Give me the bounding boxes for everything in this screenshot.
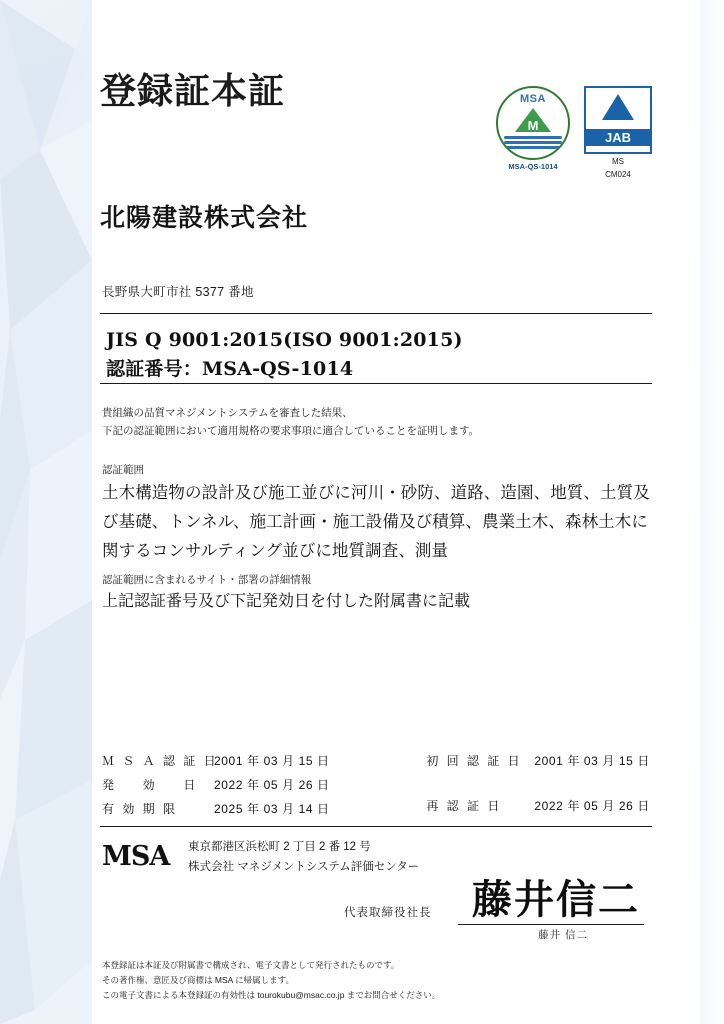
- date-label: [426, 776, 534, 790]
- statement-line-1: 貴組織の品質マネジメントシステムを審査した結果、: [102, 407, 353, 419]
- date-value: 2001 年 03 月 15 日: [534, 754, 650, 768]
- issuer-name: 株式会社 マネジメントシステム評価センター: [188, 860, 420, 873]
- divider-top: [100, 313, 652, 314]
- issuer-address: 東京都港区浜松町 2 丁目 2 番 12 号: [188, 841, 371, 853]
- jab-label: JAB: [586, 129, 650, 146]
- statement-block: [102, 405, 479, 441]
- msa-accreditation-seal: [496, 86, 570, 171]
- footer-notes: [102, 958, 440, 1003]
- jab-accreditation-seal: [584, 86, 652, 180]
- msa-certificate-code: MSA-QS-1014: [508, 162, 558, 171]
- dates-right-column: [426, 752, 650, 824]
- date-label: 有 効 期 限: [102, 802, 178, 816]
- date-row: [102, 776, 330, 793]
- msa-monogram: M: [527, 118, 539, 133]
- jab-scheme-line1: MS: [612, 157, 624, 166]
- scope-text: 土木構造物の設計及び施工並びに河川・砂防、道路、造園、地質、土質及び基礎、トンネル、施工計画・施工設備及び積算、農業土木、森林土木に関するコンサルティング並びに地質調査、測量: [102, 484, 650, 560]
- signature-block: [344, 876, 644, 942]
- dates-left-column: [102, 752, 330, 824]
- msa-wordmark: MSA: [102, 841, 170, 872]
- date-label: Ｍ Ｓ Ａ 認 証 日: [102, 754, 219, 768]
- footer-note-2: その著作権、意匠及び商標は MSA に帰属します。: [102, 974, 294, 985]
- signer-printed-name: 藤井 信二: [538, 929, 588, 941]
- divider-bottom: [100, 383, 652, 384]
- msa-circle-icon: [496, 86, 570, 160]
- page-title: 登録証本証: [100, 70, 286, 112]
- date-row: [102, 800, 330, 817]
- footer-note-3: この電子文書による本登録証の有効性は tourokubu@msac.co.jp までお問合せください。: [102, 989, 441, 1000]
- issuer-block: [188, 838, 419, 877]
- jab-box-icon: [584, 86, 652, 154]
- divider-footer: [100, 826, 652, 827]
- date-label: 発 効 日: [102, 778, 198, 792]
- date-row-empty: [426, 776, 650, 790]
- dates-section: [102, 752, 650, 824]
- scope-label: 認証範囲: [102, 464, 144, 476]
- date-value: 2022 年 05 月 26 日: [534, 799, 650, 813]
- signer-title: 代表取締役社長: [344, 907, 432, 919]
- standard-name: JIS Q 9001:2015(ISO 9001:2015): [106, 329, 463, 351]
- decorative-right-edge: [700, 0, 724, 1024]
- sites-label: 認証範囲に含まれるサイト・部署の詳細情報: [102, 574, 312, 586]
- certificate-content: [100, 0, 652, 1024]
- company-name: 北陽建設株式会社: [100, 203, 309, 232]
- company-address: 長野県大町市社 5377 番地: [102, 285, 254, 299]
- msa-wave-icon: [504, 136, 562, 150]
- header-row: [100, 70, 652, 179]
- signature-image: 藤井信二: [472, 876, 640, 923]
- date-row: [426, 797, 650, 814]
- sites-text: 上記認証番号及び下記発効日を付した附属書に記載: [102, 593, 471, 610]
- polygon-pattern-icon: [0, 0, 92, 1024]
- date-row: [426, 752, 650, 769]
- date-label: 再 認 証 日: [426, 799, 502, 813]
- certificate-number: 認証番号：MSA-QS-1014: [106, 358, 354, 381]
- jab-scheme-line2: CM024: [605, 170, 631, 179]
- date-label: 初 回 認 証 日: [426, 754, 523, 768]
- logo-group: [496, 86, 652, 180]
- standard-block: [106, 326, 463, 385]
- jab-triangle-icon: [602, 94, 634, 120]
- date-row: [102, 752, 330, 769]
- date-value: 2025 年 03 月 14 日: [214, 802, 330, 816]
- statement-line-2: 下記の認証範囲において適用規格の要求事項に適合していることを証明します。: [102, 424, 480, 437]
- date-value: 2022 年 05 月 26 日: [214, 778, 330, 792]
- signature-rule: [458, 924, 644, 925]
- date-value: 2001 年 03 月 15 日: [214, 754, 330, 768]
- decorative-left-band: [0, 0, 92, 1024]
- footer-note-1: 本登録証は本証及び附属書で構成され、電子文書として発行されたものです。: [102, 960, 400, 970]
- msa-mark-text: MSA: [520, 93, 546, 105]
